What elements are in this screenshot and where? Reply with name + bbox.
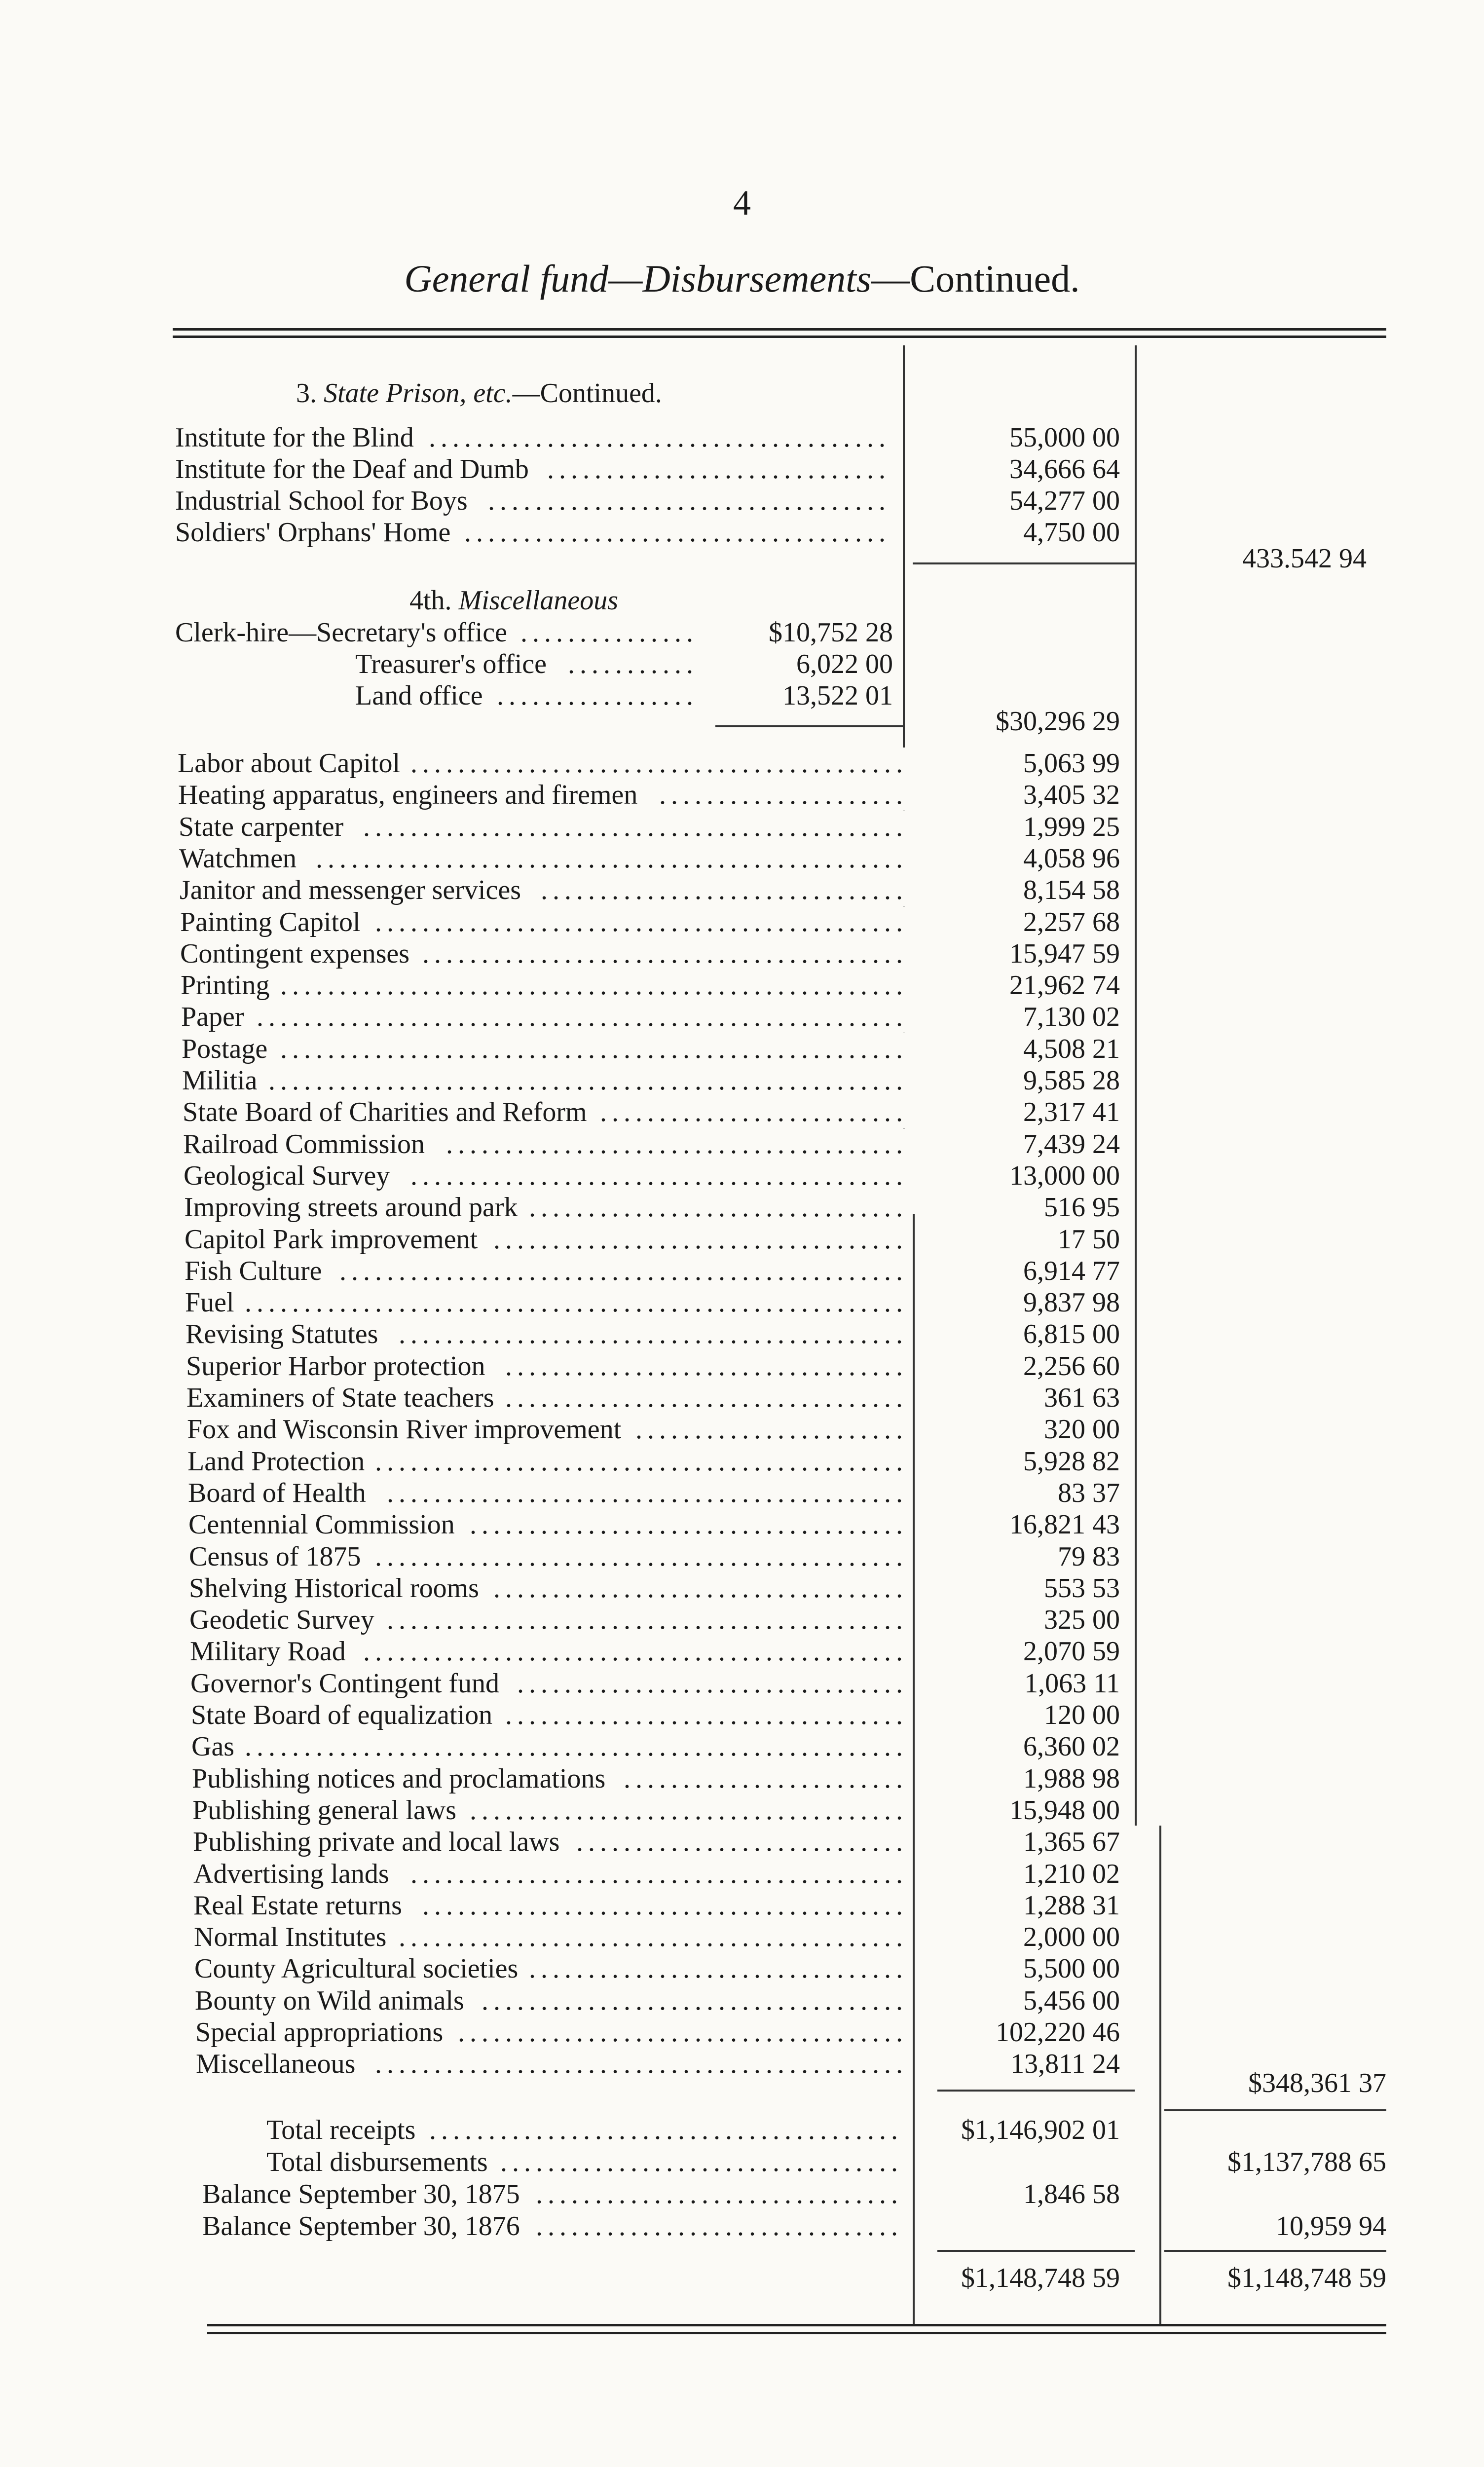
row-label: Fish Culture [185,1255,322,1286]
row-label: Fox and Wisconsin River improvement [187,1414,622,1445]
leader-dots: ................................. [509,1668,908,1699]
leader-dots: ........................................................ [245,1731,908,1762]
leader-dots: ........................................ [425,2114,903,2146]
row-amount: $10,752 28 [769,617,893,648]
row-label: Clerk-hire—Secretary's office [175,617,507,648]
leader-dots: .................................. [504,1382,908,1414]
grand-total-col1: $1,148,748 59 [961,2263,1120,2293]
row-amount: 2,070 59 [1023,1636,1120,1667]
page-number: 4 [733,183,751,223]
leader-dots: ................................ [527,1192,908,1223]
misc-underline [937,2090,1135,2092]
leader-dots: ......................................... [412,1890,908,1921]
row-amount: 6,914 77 [1023,1255,1120,1286]
section3-title-italic: State Prison, etc. [324,378,513,409]
row-label: Real Estate returns [193,1890,402,1921]
bottom-rule [207,2324,1386,2326]
row-label: Balance September 30, 1876 [202,2211,520,2242]
leader-dots: .................................................. [306,843,908,874]
row-label: State Board of equalization [191,1700,493,1730]
row-amount: 6,022 00 [796,649,893,679]
clerk-hire-row [175,617,698,648]
leader-dots: .................................. [502,1699,908,1731]
misc-row [180,874,908,906]
row-label: Publishing private and local laws [193,1827,560,1858]
leader-dots: ........................................... [396,1921,908,1953]
row-label: Postage [182,1033,268,1064]
misc-row [195,1985,908,2017]
leader-dots: ............................................ [376,1477,908,1509]
leader-dots: ..................................................... [277,1033,908,1065]
row-amount: 6,360 02 [1023,1731,1120,1762]
leader-dots: ........... [556,648,698,680]
leader-dots: ............................................ [384,1604,908,1636]
row-label: Militia [182,1065,258,1096]
row-amount: 5,928 82 [1023,1446,1120,1477]
leader-dots: ................................................ [332,1255,908,1287]
row-label: Governor's Contingent fund [190,1668,500,1699]
row-label: Soldiers' Orphans' Home [175,517,451,548]
row-amount: 13,811 24 [1010,2049,1120,2080]
leader-dots: ...................................... [453,2017,908,2048]
row-label: Land office [355,680,483,711]
clerk-hire-row [355,648,698,680]
top-rule [173,328,1386,331]
section3-total: 433.542 94 [1242,543,1367,574]
row-label: Treasurer's office [355,649,547,679]
row-amount: 55,000 00 [1009,422,1120,453]
row-amount: 1,846 58 [1023,2179,1120,2209]
misc-row [182,1033,908,1065]
misc-row [186,1318,908,1350]
row-label: Total receipts [266,2115,416,2145]
row-amount: 1,988 98 [1023,1763,1120,1794]
row-amount: 2,257 68 [1023,906,1120,937]
row-label: Total disbursements [266,2147,488,2177]
misc-row [179,811,908,843]
section3-row [175,485,890,517]
row-label: Paper [181,1002,244,1033]
row-amount: 9,585 28 [1023,1065,1120,1096]
row-amount: 120 00 [1044,1700,1120,1730]
section3-title [296,377,662,409]
clerk-hire-underline [715,725,903,727]
row-amount: 320 00 [1044,1414,1120,1445]
leader-dots: .................................. [495,1350,908,1382]
row-amount: 102,220 46 [996,2017,1120,2048]
misc-row [183,1096,908,1128]
row-label: Heating apparatus, engineers and firemen [178,780,638,811]
leader-dots: .............................................. [356,1636,908,1667]
row-amount: 5,500 00 [1023,1953,1120,1984]
bottom-rule-2 [207,2332,1386,2334]
leader-dots: ........................................................ [245,1287,908,1318]
row-label: Painting Capitol [180,906,361,937]
row-label: Shelving Historical rooms [189,1572,479,1604]
row-amount: 16,821 43 [1009,1509,1120,1540]
misc-row [196,2048,908,2080]
row-label: Improving streets around park [184,1192,518,1223]
section3-num: 3. [296,378,317,409]
row-label: Geodetic Survey [189,1605,374,1636]
misc-row [189,1604,908,1636]
row-label: Contingent expenses [180,938,410,969]
row-amount: 1,365 67 [1023,1827,1120,1858]
col-rule-2b [1159,1826,1161,2324]
misc-row [188,1509,908,1540]
row-label: Normal Institutes [194,1922,387,1953]
misc-row [192,1763,908,1794]
row-amount: 2,317 41 [1023,1097,1120,1128]
row-label: Land Protection [187,1446,365,1477]
misc-row [189,1572,908,1604]
misc-row [188,1477,908,1509]
row-label: Board of Health [188,1477,366,1508]
row-amount: 1,063 11 [1024,1668,1120,1699]
row-amount: 6,815 00 [1023,1319,1120,1350]
row-amount: 21,962 74 [1009,970,1120,1001]
leader-dots: ....................................... [435,1128,908,1160]
col-rule-2 [1135,345,1137,1826]
row-amount: 1,210 02 [1023,1858,1120,1889]
row-label: Capitol Park improvement [185,1224,478,1255]
row-label: Printing [181,970,270,1001]
misc-row [193,1858,908,1890]
misc-row [181,970,908,1001]
row-amount: 361 63 [1044,1383,1120,1413]
leader-dots: ............................................. [365,2048,908,2080]
leader-dots: ..................... [647,779,908,811]
summary-row [266,2146,903,2178]
leader-dots: ............................. [539,453,890,485]
leader-dots: ............................... [530,2178,903,2210]
row-amount: 13,000 00 [1009,1160,1120,1191]
row-amount-2: $1,137,788 65 [1227,2147,1386,2177]
leader-dots: ....................................... [424,422,890,453]
page-heading [0,257,1484,301]
row-amount: 79 83 [1058,1541,1120,1572]
row-label: Military Road [190,1636,346,1667]
row-label: Revising Statutes [186,1319,378,1350]
leader-dots: .......................................... [399,1858,908,1890]
row-label: Balance September 30, 1875 [202,2179,520,2209]
leader-dots: ....................... [631,1414,908,1445]
row-amount: 8,154 58 [1023,875,1120,906]
row-amount: 15,947 59 [1009,938,1120,969]
leader-dots: ..................................... [466,1794,908,1826]
row-label: Industrial School for Boys [175,486,468,516]
row-label: Publishing general laws [192,1794,457,1826]
leader-dots: ..................................................... [280,970,908,1001]
leader-dots: ...................................................... [267,1065,908,1096]
section3-underline [913,562,1135,564]
row-amount: 4,058 96 [1023,843,1120,874]
section3-row [175,453,890,485]
misc-row [186,1350,908,1382]
row-label: Examiners of State teachers [186,1383,494,1413]
row-amount: 4,750 00 [1023,517,1120,548]
row-label: Janitor and messenger services [180,875,521,906]
leader-dots: ................................... [487,1224,908,1255]
section3-row [175,422,890,453]
summary-row [202,2178,903,2210]
summary-row [202,2210,903,2242]
leader-dots: ................................... [489,1572,908,1604]
row-amount: 553 53 [1044,1572,1120,1604]
section4-title [409,585,618,616]
leader-dots: .................................. [478,485,890,517]
row-label: Labor about Capitol [178,748,401,779]
misc-total: $348,361 37 [1248,2068,1386,2098]
leader-dots: ................. [493,680,698,711]
misc-row [194,1953,908,1984]
misc-row [191,1731,908,1762]
misc-row [193,1826,908,1858]
col-rule-1b [913,1214,915,2324]
misc-row [178,779,908,811]
summary-row [266,2114,903,2146]
heading-plain: —Continued. [871,257,1080,300]
misc-total-underline [1164,2109,1386,2111]
misc-row [193,1890,908,1921]
section4-title-italic: Miscellaneous [458,585,619,616]
leader-dots: ................................ [529,1953,908,1984]
heading-italic: General fund—Disbursements [404,257,872,300]
misc-row [184,1192,908,1223]
misc-row [185,1287,908,1318]
row-label: Superior Harbor protection [186,1350,485,1382]
row-amount-2: 10,959 94 [1276,2211,1386,2242]
row-label: Institute for the Blind [175,422,414,453]
misc-row [191,1699,908,1731]
grand-total-col2: $1,148,748 59 [1227,2263,1386,2293]
row-label: Railroad Commission [183,1128,425,1159]
misc-row [186,1382,908,1414]
row-label: Publishing notices and proclamations [192,1763,606,1794]
misc-row [179,843,908,874]
row-label: Watchmen [179,843,297,874]
row-amount: 4,508 21 [1023,1033,1120,1064]
misc-row [184,1160,908,1192]
row-amount: 2,256 60 [1023,1350,1120,1382]
row-label: Special appropriations [195,2017,444,2048]
row-label: Centennial Commission [188,1509,455,1540]
section3-row [175,517,890,548]
section4-num: 4th. [409,585,452,616]
row-amount: 54,277 00 [1009,486,1120,516]
leader-dots: ........................................... [388,1318,908,1350]
row-amount: 3,405 32 [1023,780,1120,811]
row-amount: 5,063 99 [1023,748,1120,779]
leader-dots: ..................................... [465,1509,908,1540]
leader-dots: ......................................... [419,938,908,970]
misc-row [194,1921,908,1953]
row-amount: 2,000 00 [1023,1922,1120,1953]
leader-dots: .......................................... [410,748,908,779]
row-amount: 1,288 31 [1023,1890,1120,1921]
leader-dots: ............... [517,617,698,648]
row-amount: 1,999 25 [1023,811,1120,842]
misc-row [190,1668,908,1699]
final-underline-1 [937,2250,1135,2252]
leader-dots: ........................ [615,1763,908,1794]
misc-row [187,1446,908,1477]
row-label: Institute for the Deaf and Dumb [175,454,529,485]
row-label: Advertising lands [193,1858,389,1889]
leader-dots: ....................................................... [254,1001,908,1033]
row-label: Geological Survey [184,1160,390,1191]
leader-dots: .................................... [474,1985,908,2017]
leader-dots: .............................................. [353,811,908,843]
row-amount: 83 37 [1058,1477,1120,1508]
row-label: County Agricultural societies [194,1953,519,1984]
misc-row [190,1636,908,1667]
row-amount: 7,439 24 [1023,1128,1120,1159]
row-label: Miscellaneous [196,2049,356,2080]
row-amount: 15,948 00 [1009,1794,1120,1826]
row-amount: 516 95 [1044,1192,1120,1223]
leader-dots: .................................... [460,517,890,548]
misc-row [180,938,908,970]
misc-row [180,906,908,938]
final-underline-2 [1164,2250,1386,2252]
clerk-hire-total: $30,296 29 [996,706,1120,737]
row-amount: 9,837 98 [1023,1287,1120,1318]
misc-row [185,1255,908,1287]
misc-row [187,1414,908,1445]
misc-row [178,748,908,779]
leader-dots: ............................ [569,1826,908,1858]
row-label: Census of 1875 [189,1541,361,1572]
leader-dots: .......................................... [400,1160,908,1192]
misc-row [189,1541,908,1572]
top-rule-2 [173,336,1386,338]
row-amount: 325 00 [1044,1605,1120,1636]
row-label: Bounty on Wild animals [195,1985,464,2016]
row-amount: 17 50 [1058,1224,1120,1255]
row-amount: 7,130 02 [1023,1002,1120,1033]
misc-row [192,1794,908,1826]
row-amount: 34,666 64 [1009,454,1120,485]
leader-dots: ............................................. [371,906,908,938]
row-amount: 5,456 00 [1023,1985,1120,2016]
misc-row [181,1001,908,1033]
misc-row [183,1128,908,1160]
section3-title-plain: —Continued. [512,378,662,409]
leader-dots: ............................................. [371,1541,908,1572]
leader-dots: ............................... [530,2210,903,2242]
row-label: Fuel [185,1287,234,1318]
clerk-hire-row [355,680,698,711]
row-label: State carpenter [179,811,344,842]
row-amount: $1,146,902 01 [961,2115,1120,2145]
misc-row [195,2017,908,2048]
misc-row [182,1065,908,1096]
leader-dots: .................................. [498,2146,903,2178]
row-amount: 13,522 01 [782,680,893,711]
row-label: Gas [191,1731,235,1762]
leader-dots: .......................... [597,1096,908,1128]
misc-row [185,1224,908,1255]
leader-dots: ............................................. [375,1446,908,1477]
row-label: State Board of Charities and Reform [183,1097,587,1128]
leader-dots: ............................... [531,874,908,906]
